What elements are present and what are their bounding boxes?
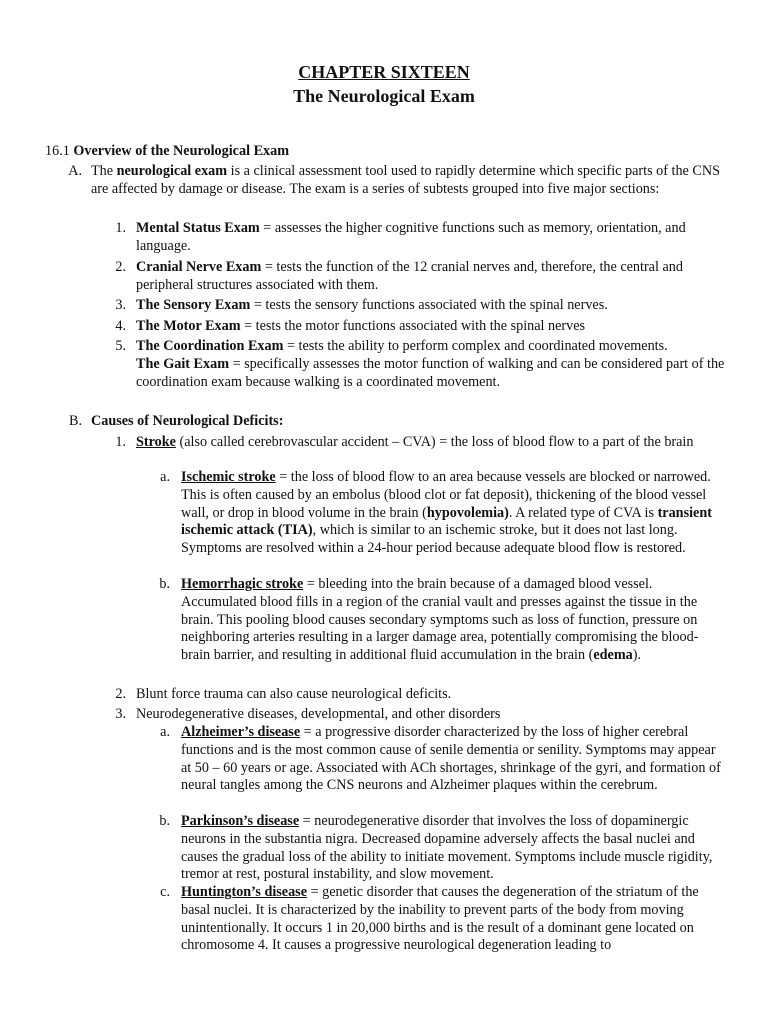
list-item-stroke: Stroke (also called cerebrovascular accident – CVA) = the loss of blood flow to a part of the brain: [136, 434, 694, 450]
sub-item-label: b.: [159, 813, 170, 829]
part-b-label: B.: [68, 413, 82, 429]
sub-item-huntingtons: Huntington’s disease = genetic disorder that causes the degeneration of the striatum of the basal nuclei. It is characterized by the inability to prevent parts of the body from moving unintentionally. It occurs 1 in 20,000 births and is the result of a dominant gene located on chromosome 4. It causes a progressive neurological degeneration leading to: [181, 884, 699, 954]
sub-item-hemorrhagic-stroke: Hemorrhagic stroke = bleeding into the brain because of a damaged blood vessel. Accumulated blood fills in a region of the cranial vault and presses against the tissue in the brain. This pooling blood causes secondary symptoms such as loss of function, pressure on neighboring arteries resulting in a larger damage area, potentially compromising the blood-brain barrier, and resulting in additional fluid accumulation in the brain (edema).: [181, 576, 699, 664]
list-item-trauma: Blunt force trauma can also cause neurological deficits.: [136, 686, 452, 702]
list-item-num: 5.: [115, 338, 126, 354]
part-b-title: Causes of Neurological Deficits:: [91, 413, 284, 429]
sub-item-alzheimers: Alzheimer’s disease = a progressive disorder characterized by the loss of higher cerebral functions and is the most common cause of senile dementia or senility. Symptoms may appear at 50 – 60 years or age. Associated with ACh shortages, shrinkage of the gyri, and formation of neural tangles among the CNS neurons and Alzheimer plaques within the cerebrum.: [181, 724, 721, 794]
sub-item-parkinsons: Parkinson’s disease = neurodegenerative disorder that involves the loss of dopaminergic neurons in the substantia nigra. Decreased dopamine adversely affects the basal nuclei and causes the gradual loss of the ability to initiate movement. Symptoms include muscle rigidity, tremor at rest, postural instability, and slow movement.: [181, 813, 713, 883]
list-item-num: 3.: [115, 706, 126, 722]
part-a-paragraph: The neurological exam is a clinical assessment tool used to rapidly determine which specific parts of the CNS are affected by damage or disease. The exam is a series of subtests grouped into five major sections:: [91, 163, 720, 197]
list-item: The Motor Exam = tests the motor functions associated with the spinal nerves: [136, 318, 586, 334]
term-neurological-exam: neurological exam: [116, 163, 228, 179]
section-number: 16.1: [45, 143, 70, 159]
sub-item-ischemic-stroke: Ischemic stroke = the loss of blood flow to an area because vessels are blocked or narrowed. This is often caused by an embolus (blood clot or fat deposit), thickening of the blood vessel wall, or drop in blood volume in the brain (hypovolemia). A related type of CVA is transient ischemic attack (TIA), which is similar to an ischemic stroke, but it does not last long. Symptoms are resolved within a 24-hour period because adequate blood flow is restored.: [181, 469, 712, 557]
sub-item-label: a.: [160, 469, 170, 485]
list-item: Cranial Nerve Exam = tests the function of the 12 cranial nerves and, therefore, the central and peripheral structures associated with them.: [136, 259, 683, 293]
list-item: The Sensory Exam = tests the sensory functions associated with the spinal nerves.: [136, 297, 608, 313]
list-item-num: 3.: [115, 297, 126, 313]
section-title: Overview of the Neurological Exam: [73, 143, 290, 159]
part-a-label: A.: [68, 163, 82, 179]
list-item-num: 2.: [115, 259, 126, 275]
list-item-num: 1.: [115, 220, 126, 236]
sub-item-label: a.: [160, 724, 170, 740]
sub-item-label: b.: [159, 576, 170, 592]
list-item-neurodegenerative: Neurodegenerative diseases, developmental, and other disorders: [136, 706, 501, 722]
list-item: Mental Status Exam = assesses the higher cognitive functions such as memory, orientation, and language.: [136, 220, 686, 254]
list-item-num: 4.: [115, 318, 126, 334]
list-item-num: 1.: [115, 434, 126, 450]
chapter-title: The Neurological Exam: [293, 86, 475, 106]
list-item-num: 2.: [115, 686, 126, 702]
chapter-heading: CHAPTER SIXTEEN: [298, 62, 470, 82]
sub-item-label: c.: [160, 884, 170, 900]
term-gait-exam: The Gait Exam: [136, 355, 230, 372]
section-heading: [45, 143, 725, 161]
list-item: The Coordination Exam = tests the ability to perform complex and coordinated movements. The Gait Exam = specifically assesses the motor function of walking and can be considered part of the coordination exam because walking is a coordinated movement.: [136, 338, 725, 390]
